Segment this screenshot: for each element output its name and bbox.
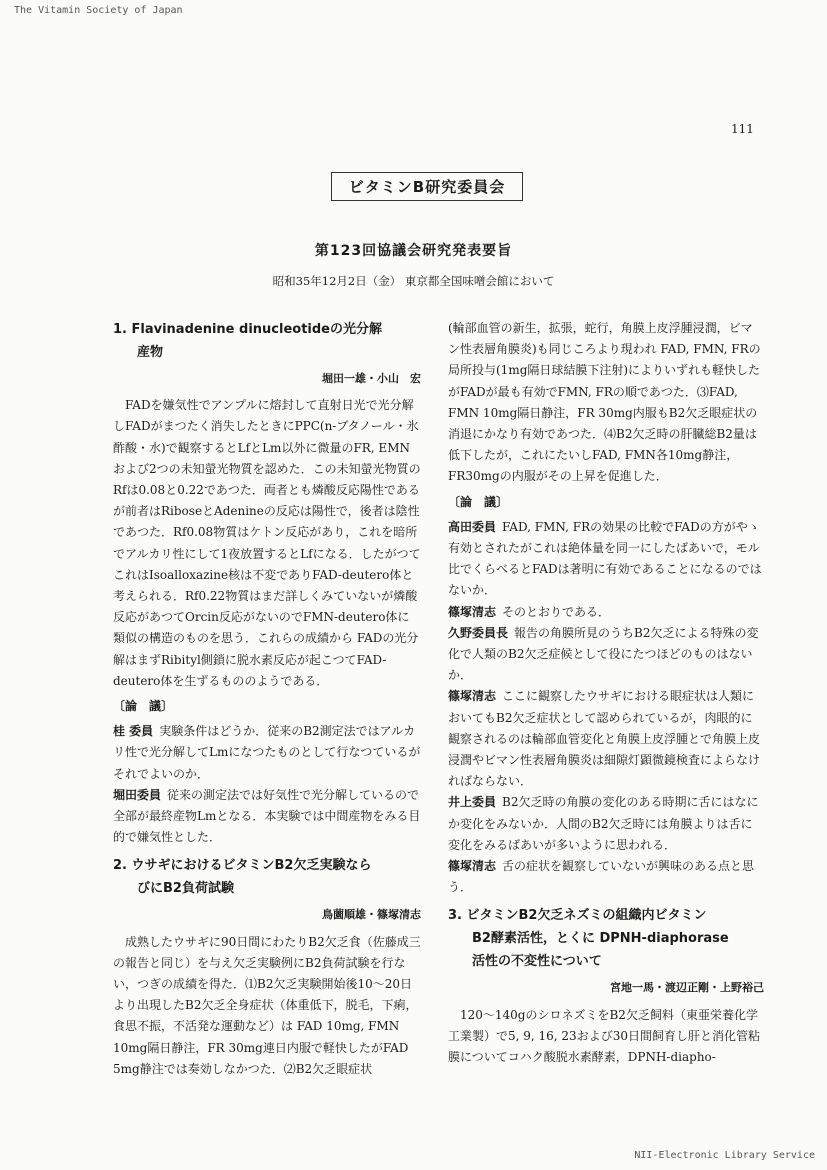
left-column: [113, 318, 421, 1080]
section-3-authors: 宮地一馬・渡辺正剛・上野裕己: [610, 981, 764, 995]
discussion-entry: [113, 785, 421, 849]
speaker: 篠塚清志: [448, 859, 497, 874]
section-1-body: FADを嫌気性でアンプルに熔封して直射日光で光分解しFADがまつたく消失したときにPPC(n-ブタノール・氷酢酸・水)で観察するとLfとLm以外に微量のFR, EMNおよび2つの未知螢光物質を認めた．この未知螢光物質のRfは0.08と0.22であつた．両者とも燐酸反応陽性であるが前者はRiboseとAdenineの反応は陽性で，後者は陰性であつた．Rf0.08物質はケトン反応があり，これを暗所でアルカリ性にして1夜放置するとLfになる．したがつてこれはIsoalloxazine核は不変でありFAD-deutero体と考えられる．Rf0.22物質はまだ詳しくみていないが燐酸反応があつてOrcin反応がないのでFMN-deutero体に類似の構造のものを思う．これらの成績から FADの光分解はまずRibityl側鎖に脱水素反応が起こつてFAD-deutero体を生ずるもののようである．: [113, 398, 421, 688]
speaker: 堀田委員: [113, 787, 162, 802]
remark: そのとおりである．: [502, 604, 611, 619]
speaker: 井上委員: [448, 795, 497, 810]
speaker: 篠塚清志: [448, 689, 497, 704]
header-text: The Vitamin Society of Japan: [14, 5, 183, 16]
section-1-title: 1. Flavinadenine dinucleotideの光分解: [113, 322, 382, 337]
remark: 従来の測定法では好気性で光分解しているので全部が最終産物Lmとなる．本実験では中間産物をみる目的で嫌気性とした．: [113, 787, 421, 845]
discussion-entry: [113, 721, 421, 785]
right-column: [448, 318, 764, 1068]
discussion-entry: [448, 517, 764, 602]
remark: B2欠乏時の角膜の変化のある時期に舌にはなにか変化をみないか．人間のB2欠乏時には角膜よりは舌に変化をみるばあいが多いように思われる．: [448, 795, 759, 852]
committee-title: ビタミンB研究委員会: [331, 172, 523, 201]
section-2-title: 2. ウサギにおけるビタミンB2欠乏実験なら: [113, 858, 372, 874]
remark: 舌の症状を観察していないが興味のある点と思う．: [448, 859, 755, 895]
section-1-title-cont: 産物: [137, 345, 164, 360]
remark: ここに観察したウサギにおける眼症状は人類においてもB2欠乏症状として認められているが，肉眼的に観察されるのは輪部血管変化と角膜上皮浮腫とで角膜上皮浸潤やビマン性表層角膜炎は細隙灯顕微鏡検査によらなければならない．: [448, 689, 761, 789]
section-2-body: 成熟したウサギに90日間にわたりB2欠乏食（佐藤成三の報告と同じ）を与え欠乏実験例にB2負荷試験を行ない，つぎの成績を得た．⑴B2欠乏実験開始後10～20日より出現したB2欠乏全身症状（体重低下，脱毛，下痢，食思不振，不活発な運動など）は FAD 10mg, FMN 10mg隔日静注，FR 30mg連日内服で軽快したがFAD 5mg静注では奏効しなかつた．⑵B2欠乏眼症状: [113, 934, 421, 1076]
section-2-discussion-heading: 〔論 議〕: [448, 494, 509, 509]
speaker: 久野委員長: [448, 625, 509, 640]
discussion-entry: [448, 602, 764, 623]
remark: 報告の角膜所見のうちB2欠乏による特殊の変化で人類のB2欠乏症候として役にたつほどのものはないか．: [448, 625, 759, 683]
footer-text: NII-Electronic Library Service: [634, 1150, 815, 1161]
speaker: 桂 委員: [113, 724, 154, 739]
section-3-body: 120～140gのシロネズミをB2欠乏飼料（東亜栄養化学工業製）で5, 9, 16, 23および30日間飼育し肝と消化管粘膜についてコハク酸脱水素酵素，DPNH-diapho-: [448, 1007, 760, 1065]
section-2-body-cont: (輪部血管の新生，拡張，蛇行，角膜上皮浮腫浸潤，ビマン性表層角膜炎)も同じころより現われ FAD, FMN, FRの局所投与(1mg隔日球結膜下注射)によりいずれも軽快したがFADが最も有効でFMN, FRの順であつた．⑶FAD, FMN 10mg隔日静注，FR 30mg内服もB2欠乏眼症状の消退にかなり有効であつた．⑷B2欠乏時の肝臓総B2量は低下したが，これにたいしFAD, FMN各10mg静注，FR30mgの内服がその上昇を促進した．: [448, 321, 761, 484]
discussion-entry: [448, 856, 764, 898]
speaker: 高田委員: [448, 519, 497, 534]
page-number: 111: [731, 122, 754, 136]
remark: 実験条件はどうか．従来のB2測定法ではアルカリ性で光分解してLmになつたものとして行なつているがそれでよいのか．: [113, 724, 421, 781]
remark: FAD, FMN, FRの効果の比較でFADの方がやゝ有効とされたがこれは絶体量を同一にしたばあいで，モル比でくらべるとFADは著明に有効であることになるのではないか．: [448, 519, 762, 598]
discussion-list: [448, 517, 764, 899]
section-3-title-cont-2: 活性の不変性について: [472, 954, 602, 970]
discussion-entry: [448, 623, 764, 687]
discussion-entry: [448, 792, 764, 856]
meeting-title: 第123回協議会研究発表要旨: [314, 243, 513, 259]
section-2-title-cont: びにB2負荷試験: [137, 881, 234, 897]
section-1-discussion-heading: 〔論 議〕: [113, 699, 174, 714]
section-3-title-cont: B2酵素活性，とくに DPNH-diaphorase: [472, 931, 729, 947]
date-line: 昭和35年12月2日（金） 東京都全国味噌会館において: [272, 274, 555, 288]
speaker: 篠塚清志: [448, 604, 497, 619]
section-3-title: 3. ビタミンB2欠乏ネズミの組織内ビタミン: [448, 908, 707, 924]
section-2-authors: 鳥薗順雄・篠塚清志: [322, 908, 421, 922]
section-1-authors: 堀田一雄・小山 宏: [322, 372, 421, 385]
discussion-entry: [448, 686, 764, 792]
